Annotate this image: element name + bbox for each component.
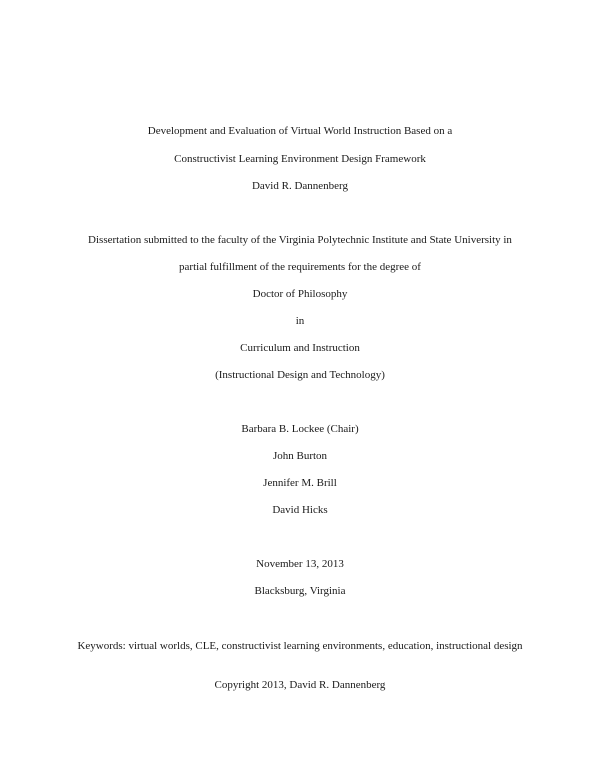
defense-date: November 13, 2013	[256, 558, 344, 570]
in-label: in	[295, 315, 305, 327]
submission-line-2: partial fulfillment of the requirements for the degree of	[179, 261, 421, 273]
committee-member: Barbara B. Lockee (Chair)	[241, 423, 359, 435]
committee-member: Jennifer M. Brill	[263, 477, 337, 489]
keywords: Keywords: virtual worlds, CLE, constructivist learning environments, education, instructional design	[77, 640, 523, 652]
degree-name: Doctor of Philosophy	[252, 288, 348, 300]
title-line-1: Development and Evaluation of Virtual World Instruction Based on a	[147, 125, 453, 137]
specialization: (Instructional Design and Technology)	[215, 369, 385, 381]
submission-line-1: Dissertation submitted to the faculty of the Virginia Polytechnic Institute and State University in	[88, 234, 512, 246]
committee-member: John Burton	[272, 450, 328, 462]
field-of-study: Curriculum and Instruction	[240, 342, 360, 354]
author-name: David R. Dannenberg	[251, 180, 349, 192]
committee-member: David Hicks	[272, 504, 328, 516]
location: Blacksburg, Virginia	[254, 585, 346, 597]
title-line-2: Constructivist Learning Environment Design Framework	[174, 153, 426, 165]
copyright: Copyright 2013, David R. Dannenberg	[214, 679, 386, 691]
